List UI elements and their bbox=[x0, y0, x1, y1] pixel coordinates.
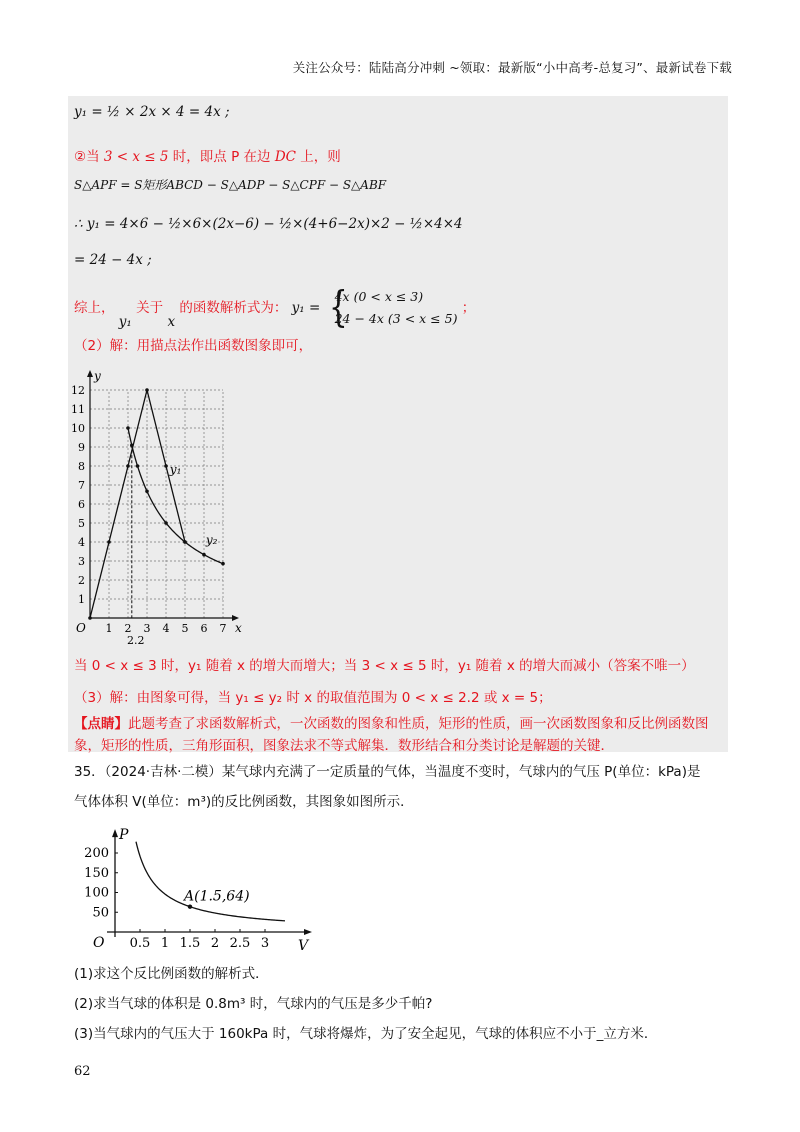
y-tick-label: 2 bbox=[78, 574, 85, 587]
page-header: 关注公众号：陆陆高分冲刺 ~领取：最新版“小中高考-总复习”、最新试卷下载 bbox=[292, 60, 732, 75]
summary-line bbox=[74, 282, 476, 331]
comment-text: 此题考查了求函数解析式，一次函数的图象和性质，矩形的性质，画一次函数图象和反比例函数图象，矩形的性质，三角形面积，图象法求不等式解集．数形结合和分类讨论是解题的关键． bbox=[74, 716, 709, 754]
point-a bbox=[188, 905, 192, 909]
piece-1: 4x (0 < x ≤ 3) bbox=[334, 289, 424, 304]
y-tick-label: 10 bbox=[71, 422, 85, 435]
y-tick-label: 100 bbox=[84, 885, 109, 901]
summary-suffix: 的函数解析式为： bbox=[179, 300, 288, 316]
x-axis-label: V bbox=[298, 938, 309, 954]
equation-y1-case1: y₁ = ½ × 2x × 4 = 4x ; bbox=[74, 104, 230, 120]
x-axis-label: x bbox=[235, 621, 242, 635]
y-tick-label: 200 bbox=[84, 846, 109, 861]
x-tick-label: 2 bbox=[210, 936, 220, 951]
case2-prefix: ②当 bbox=[74, 149, 100, 165]
x-tick-label: 0.5 bbox=[129, 936, 151, 951]
x-tick-label: 1 bbox=[160, 936, 170, 951]
x-tick-label: 3 bbox=[260, 936, 270, 951]
series-y2-point bbox=[126, 426, 130, 430]
x-2.2-label: 2.2 bbox=[127, 634, 145, 647]
function-graph-y1-y2 bbox=[70, 362, 270, 647]
y-axis-arrow bbox=[112, 829, 118, 837]
x-tick-label: 1.5 bbox=[179, 936, 201, 951]
y-axis-arrow bbox=[87, 370, 93, 377]
case2-end: 上，则 bbox=[300, 149, 341, 165]
y-tick-label: 4 bbox=[78, 536, 85, 549]
pressure-volume-graph bbox=[70, 812, 309, 954]
summary-y1: y₁ bbox=[118, 314, 132, 330]
y-tick-label: 1 bbox=[78, 593, 85, 606]
question-3: (3)当气球内的气压大于 160kPa 时，气球将爆炸，为了安全起见，气球的体积应不小于_立方米． bbox=[74, 1026, 658, 1042]
series-y1-point bbox=[88, 616, 92, 620]
y-tick-label: 11 bbox=[71, 403, 85, 416]
summary-prefix: 综上， bbox=[74, 300, 115, 316]
series-y1-point bbox=[164, 464, 168, 468]
result-line: = 24 − 4x ; bbox=[74, 252, 152, 268]
x-tick-label: 5 bbox=[181, 622, 189, 635]
part2-line: （2）解：用描点法作出函数图象即可， bbox=[74, 338, 313, 354]
series-y2-point bbox=[164, 521, 168, 525]
problem-stem-line1: 35．（2024·吉林·二模）某气球内充满了一定质量的气体，当温度不变时，气球内的气压 P(单位：kPa)是 bbox=[74, 764, 701, 780]
y-tick-label: 150 bbox=[84, 865, 109, 881]
summary-about: 关于 bbox=[136, 300, 164, 316]
case2-suffix: 时，即点 P 在边 bbox=[172, 149, 271, 165]
series-y2-point bbox=[130, 443, 134, 447]
brace-symbol: { bbox=[328, 282, 348, 331]
series-y2-point bbox=[183, 540, 187, 544]
x-tick-label: 2 bbox=[124, 622, 132, 635]
y-tick-label: 3 bbox=[78, 555, 85, 568]
summary-lhs: y₁ = bbox=[291, 300, 321, 316]
conclusion-line: 当 0 < x ≤ 3 时，y₁ 随着 x 的增大而增大；当 3 < x ≤ 5 时，y₁ 随着 x 的增大而减小（答案不唯一） bbox=[74, 658, 695, 674]
series-y2-point bbox=[145, 489, 149, 493]
question-1: (1)求这个反比例函数的解析式． bbox=[74, 966, 269, 982]
x-tick-label: 3 bbox=[143, 622, 151, 635]
y-tick-label: 9 bbox=[78, 441, 85, 454]
origin-label: O bbox=[93, 935, 105, 951]
case2-edge: DC bbox=[274, 149, 296, 165]
x-tick-label: 7 bbox=[219, 622, 227, 635]
problem-stem-line2: 气体体积 V(单位：m³)的反比例函数，其图象如图所示． bbox=[74, 794, 414, 810]
piecewise-function bbox=[325, 282, 458, 331]
y-tick-label: 7 bbox=[78, 479, 85, 492]
comment-tag: 【点睛】 bbox=[74, 716, 128, 732]
y-tick-label: 12 bbox=[71, 384, 85, 397]
y-axis-label: P bbox=[119, 827, 129, 844]
series-y1-label: y₁ bbox=[169, 462, 182, 477]
series-y2-label: y₂ bbox=[205, 532, 218, 547]
area-equation: S△APF = S矩形ABCD − S△ADP − S△CPF − S△ABF bbox=[74, 178, 387, 192]
series-y2-point bbox=[136, 464, 140, 468]
y-tick-label: 5 bbox=[78, 517, 85, 530]
page-number: 62 bbox=[74, 1064, 91, 1079]
comment-block bbox=[74, 713, 734, 757]
series-y2-point bbox=[221, 562, 225, 566]
x-tick-label: 4 bbox=[162, 622, 170, 635]
y-tick-label: 8 bbox=[78, 460, 85, 473]
x-tick-label: 2.5 bbox=[229, 936, 251, 951]
summary-x: x bbox=[167, 314, 176, 330]
summary-end: ； bbox=[461, 300, 476, 316]
series-y1-point bbox=[107, 540, 111, 544]
y-tick-label: 6 bbox=[78, 498, 85, 511]
series-y2-point bbox=[202, 553, 206, 557]
y-axis-label: y bbox=[94, 369, 101, 383]
origin-label: O bbox=[76, 621, 86, 635]
point-a-label: A(1.5,64) bbox=[184, 888, 250, 905]
part3-line: （3）解：由图象可得，当 y₁ ≤ y₂ 时 x 的取值范围为 0 < x ≤ 2.2 或 x = 5； bbox=[74, 690, 552, 706]
question-2: (2)求当气球的体积是 0.8m³ 时，气球内的气压是多少千帕? bbox=[74, 996, 433, 1012]
series-pressure-curve bbox=[136, 842, 285, 921]
x-axis-arrow bbox=[304, 929, 312, 935]
y-tick-label: 50 bbox=[92, 905, 109, 921]
case2-condition: 3 < x ≤ 5 bbox=[103, 149, 169, 165]
x-tick-label: 1 bbox=[105, 622, 113, 635]
calculation-line: ∴ y₁ = 4×6 − ½×6×(2x−6) − ½×(4+6−2x)×2 − ½×4×4 bbox=[74, 216, 463, 232]
x-tick-label: 6 bbox=[200, 622, 208, 635]
series-y1-point bbox=[126, 464, 130, 468]
piece-2: 24 − 4x (3 < x ≤ 5) bbox=[334, 311, 458, 326]
case2-line bbox=[74, 145, 341, 165]
series-y1-point bbox=[145, 388, 149, 392]
